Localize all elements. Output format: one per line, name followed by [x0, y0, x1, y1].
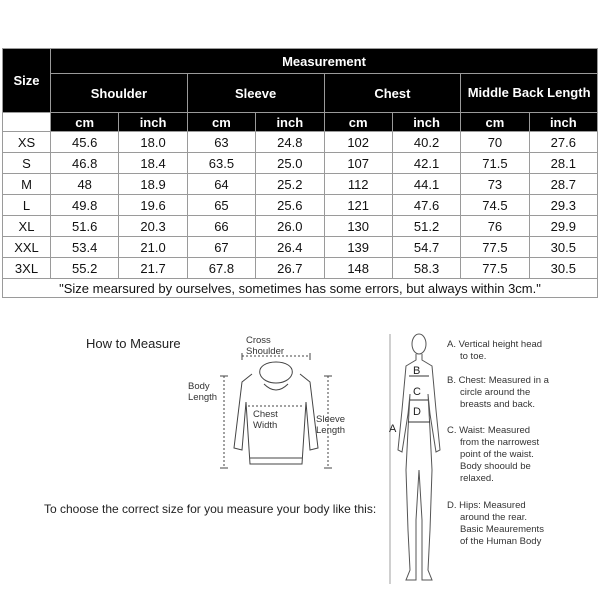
value-cell: 24.8: [256, 132, 324, 153]
table-row: [3, 216, 598, 237]
marker-d: D: [413, 406, 421, 418]
value-cell: 25.2: [256, 174, 324, 195]
instruction-d-line4: of the Human Body: [460, 536, 542, 547]
value-cell: 77.5: [461, 258, 529, 279]
instruction-b-line3: breasts and back.: [460, 399, 535, 410]
value-cell: 148: [324, 258, 392, 279]
measurement-header: Measurement: [51, 49, 598, 74]
value-cell: 67.8: [187, 258, 255, 279]
size-cell: S: [3, 153, 51, 174]
unit-inch: inch: [529, 113, 597, 132]
value-cell: 63.5: [187, 153, 255, 174]
value-cell: 67: [187, 237, 255, 258]
chest-label-line1: Chest: [253, 409, 278, 420]
instruction-d-line2: around the rear.: [460, 512, 528, 523]
instruction-a-line1: A. Vertical height head: [447, 339, 543, 350]
choose-size-instruction: To choose the correct size for you measure your body like this:: [44, 502, 377, 516]
value-cell: 73: [461, 174, 529, 195]
value-cell: 102: [324, 132, 392, 153]
value-cell: 112: [324, 174, 392, 195]
instruction-c-line2: from the narrowest: [460, 437, 540, 448]
value-cell: 54.7: [392, 237, 460, 258]
table-row: [3, 174, 598, 195]
instruction-c-line3: point of the waist.: [460, 449, 534, 460]
value-cell: 18.9: [119, 174, 187, 195]
size-cell: L: [3, 195, 51, 216]
group-sleeve: Sleeve: [187, 74, 324, 113]
size-cell: 3XL: [3, 258, 51, 279]
value-cell: 64: [187, 174, 255, 195]
value-cell: 63: [187, 132, 255, 153]
sweater-measure-illustration: [212, 352, 342, 474]
width-label-line2: Width: [253, 420, 278, 431]
size-chart-table: [2, 48, 598, 298]
table-row: [3, 195, 598, 216]
value-cell: 48: [51, 174, 119, 195]
value-cell: 55.2: [51, 258, 119, 279]
value-cell: 30.5: [529, 237, 597, 258]
size-cell: XS: [3, 132, 51, 153]
size-cell: XL: [3, 216, 51, 237]
table-row: [3, 237, 598, 258]
body-label-line1: Body: [188, 381, 210, 392]
unit-inch: inch: [256, 113, 324, 132]
value-cell: 18.0: [119, 132, 187, 153]
size-header-spacer: [3, 113, 51, 132]
instruction-a-line2: to toe.: [460, 351, 487, 362]
instruction-c-line5: relaxed.: [460, 473, 494, 484]
value-cell: 25.6: [256, 195, 324, 216]
value-cell: 26.4: [256, 237, 324, 258]
sleeve-length-label-line2: Length: [316, 425, 346, 436]
value-cell: 40.2: [392, 132, 460, 153]
value-cell: 28.7: [529, 174, 597, 195]
group-middle-back-length: Middle Back Length: [461, 74, 598, 113]
cross-label-line1: Cross: [246, 335, 271, 346]
size-cell: M: [3, 174, 51, 195]
marker-c: C: [413, 386, 421, 398]
table-row: [3, 258, 598, 279]
value-cell: 49.8: [51, 195, 119, 216]
instruction-d-line1: D. Hips: Measured: [447, 500, 526, 511]
value-cell: 65: [187, 195, 255, 216]
table-row: [3, 132, 598, 153]
unit-inch: inch: [392, 113, 460, 132]
value-cell: 21.0: [119, 237, 187, 258]
value-cell: 51.2: [392, 216, 460, 237]
value-cell: 47.6: [392, 195, 460, 216]
value-cell: 74.5: [461, 195, 529, 216]
marker-b: B: [413, 365, 421, 377]
shoulder-label-line2: Shoulder: [246, 346, 285, 357]
value-cell: 76: [461, 216, 529, 237]
unit-cm: cm: [324, 113, 392, 132]
value-cell: 66: [187, 216, 255, 237]
unit-cm: cm: [187, 113, 255, 132]
how-to-measure-title: How to Measure: [86, 336, 181, 351]
value-cell: 18.4: [119, 153, 187, 174]
value-cell: 21.7: [119, 258, 187, 279]
instruction-b-line2: circle around the: [460, 387, 531, 398]
value-cell: 53.4: [51, 237, 119, 258]
value-cell: 46.8: [51, 153, 119, 174]
size-header: Size: [3, 49, 51, 113]
value-cell: 71.5: [461, 153, 529, 174]
table-row: [3, 153, 598, 174]
value-cell: 30.5: [529, 258, 597, 279]
value-cell: 26.0: [256, 216, 324, 237]
marker-a: A: [389, 423, 397, 435]
unit-cm: cm: [461, 113, 529, 132]
measurement-note: "Size mearsured by ourselves, sometimes has some errors, but always within 3cm.": [3, 279, 598, 298]
value-cell: 58.3: [392, 258, 460, 279]
value-cell: 27.6: [529, 132, 597, 153]
value-cell: 19.6: [119, 195, 187, 216]
value-cell: 139: [324, 237, 392, 258]
instruction-d-line3: Basic Meaurements: [460, 524, 544, 535]
value-cell: 26.7: [256, 258, 324, 279]
unit-inch: inch: [119, 113, 187, 132]
value-cell: 29.9: [529, 216, 597, 237]
value-cell: 20.3: [119, 216, 187, 237]
sleeve-label-line1: Sleeve: [316, 414, 346, 425]
value-cell: 107: [324, 153, 392, 174]
value-cell: 44.1: [392, 174, 460, 195]
size-cell: XXL: [3, 237, 51, 258]
value-cell: 28.1: [529, 153, 597, 174]
group-chest: Chest: [324, 74, 461, 113]
instruction-c-line4: Body shoould be: [460, 461, 531, 472]
value-cell: 70: [461, 132, 529, 153]
value-cell: 130: [324, 216, 392, 237]
value-cell: 121: [324, 195, 392, 216]
value-cell: 77.5: [461, 237, 529, 258]
instruction-b-line1: B. Chest: Measured in a: [447, 375, 549, 386]
value-cell: 45.6: [51, 132, 119, 153]
value-cell: 25.0: [256, 153, 324, 174]
value-cell: 51.6: [51, 216, 119, 237]
instruction-c-line1: C. Waist: Measured: [447, 425, 531, 436]
value-cell: 29.3: [529, 195, 597, 216]
group-shoulder: Shoulder: [51, 74, 188, 113]
unit-cm: cm: [51, 113, 119, 132]
value-cell: 42.1: [392, 153, 460, 174]
length-label-line2: Length: [188, 392, 218, 403]
